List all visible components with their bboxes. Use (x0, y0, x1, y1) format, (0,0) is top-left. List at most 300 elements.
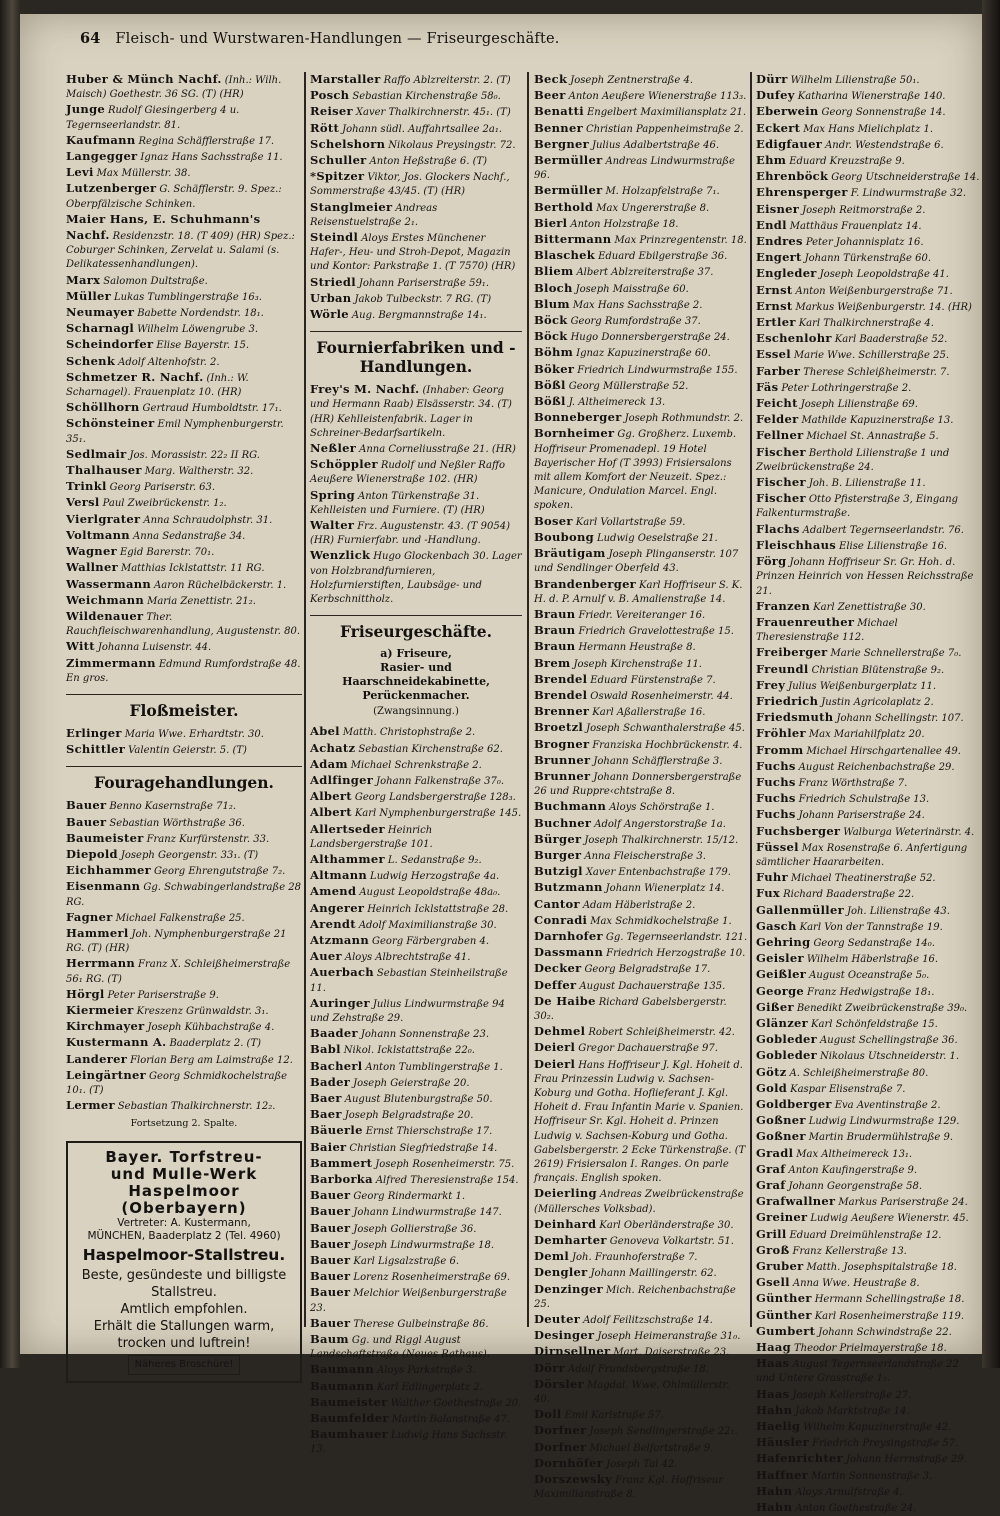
entry-details: Christian Blütenstraße 9₂. (811, 664, 945, 676)
directory-entry (310, 1411, 522, 1427)
entry-name: Blaschek (534, 248, 596, 263)
directory-entry (310, 917, 522, 933)
entry-details: Raffo Ablzreiterstr. 2. (T) (383, 75, 511, 86)
entry-details: Max Mariahilfplatz 20. (808, 729, 925, 741)
column-3 (534, 72, 748, 1502)
entry-details: Benno Kasernstraße 71₂. (109, 801, 237, 813)
entry-name: Versl (66, 495, 100, 510)
entry-name: Freiberger (756, 645, 828, 660)
entry-details: Walburga Weterinärstr. 4. (843, 826, 975, 838)
entry-details: Karl Edlingerplatz 2. (376, 1381, 483, 1393)
entry-details: Anna Wwe. Heustraße 8. (792, 1278, 920, 1290)
entry-details: Xaver Thalkirchnerstr. 45₁. (T) (355, 107, 511, 119)
directory-entry (310, 724, 522, 740)
entry-name: Atzmann (310, 932, 370, 947)
directory-entry (756, 185, 980, 201)
directory-entry (756, 984, 980, 1000)
entry-details: Nikolaus Utschneiderstr. 1. (820, 1051, 959, 1063)
entry-details: Albert Ablzreiterstraße 37. (576, 267, 714, 279)
entry-details: Engelbert Maximiliansplatz 21. (586, 107, 747, 119)
ad-line: Erhält die Stallungen warm, (93, 1319, 275, 1335)
entry-name: Greiner (756, 1210, 808, 1225)
entry-details: Friedrich Herzogstraße 10. (606, 948, 746, 960)
entry-name: Benatti (534, 104, 584, 119)
entry-details: Karl Von der Tannstraße 19. (799, 921, 943, 933)
entry-name: Altmann (310, 868, 368, 883)
subsection-heading: a) Friseure, (380, 647, 452, 661)
entry-details: Joseph Geierstraße 20. (353, 1077, 470, 1089)
entry-details: Maria Zenettistr. 21₂. (147, 595, 256, 607)
directory-entry (756, 315, 980, 331)
entry-details: Mich. Reichenbachstraße 25. (534, 1284, 736, 1310)
directory-entry (310, 441, 522, 457)
entry-details: Georg Belgradstraße 17. (584, 964, 711, 976)
entry-name: Deml (534, 1249, 570, 1264)
entry-details: Franz X. Schleißheimerstraße 56₁ RG. (T) (66, 959, 291, 985)
entry-name: Albert (310, 789, 352, 804)
entry-details: Sebastian Steinheilstraße 11. (310, 968, 508, 994)
entry-details: Karl Rosenheimerstraße 119. (814, 1310, 965, 1322)
entry-details: (Inh.: W. Scharnagel). Frauenplatz 10. (HR) (66, 372, 249, 399)
directory-entry (310, 1172, 522, 1188)
entry-name: Baier (310, 1139, 347, 1154)
directory-entry (756, 121, 980, 137)
entry-details: Julius Lindwurmstraße 94 und Zehstraße 29. (310, 998, 505, 1024)
directory-entry (756, 1000, 980, 1016)
directory-entry (534, 1361, 748, 1377)
directory-entry (534, 848, 748, 864)
directory-entry (310, 1362, 522, 1378)
directory-entry (310, 789, 522, 805)
entry-details: Franziska Hochbrückenstr. 4. (592, 739, 743, 751)
entry-details: Georg Landsbergerstraße 128₃. (354, 792, 516, 804)
entry-details: Ludwig Herzogstraße 4a. (370, 871, 500, 883)
entry-name: Allertseder (310, 821, 385, 836)
entry-details: Joseph Georgenstr. 33₁. (T) (120, 849, 259, 861)
directory-entry (66, 512, 302, 528)
directory-entry (756, 104, 980, 120)
entry-details: Joseph Sendlingerstraße 22₁. (589, 1426, 738, 1438)
entry-details: Martin Sonnenstraße 3. (811, 1470, 933, 1482)
entry-name: Gasch (756, 918, 797, 933)
directory-entry (756, 1259, 980, 1275)
entry-name: Feicht (756, 396, 798, 411)
directory-entry (66, 863, 302, 879)
directory-entry (534, 297, 748, 313)
entry-details: Rudolf und Neßler Raffo Aeußere Wienerstraße 102. (HR) (310, 460, 506, 486)
entry-details: Marie Schnellerstraße 7₀. (830, 648, 962, 660)
entry-details: Sebastian Kirchenstraße 62. (358, 743, 503, 755)
directory-entry (310, 88, 522, 104)
entry-name: Schönsteiner (66, 416, 155, 431)
entry-name: Lermer (66, 1098, 115, 1113)
entry-name: Bößl (534, 394, 566, 409)
directory-entry (66, 165, 302, 181)
entry-details: Frz. Augustenstr. 43. (T 9054) (HR) Furnierfabr. und -Handlung. (310, 521, 510, 547)
directory-entry (756, 615, 980, 645)
directory-entry (534, 1057, 748, 1187)
entry-name: Bräutigam (534, 546, 606, 561)
entry-details: Oswald Rosenheimerstr. 44. (590, 690, 733, 702)
entry-details: Paul Zweibrückenstr. 1₂. (102, 498, 227, 510)
directory-entry (310, 1285, 522, 1315)
directory-entry (756, 202, 980, 218)
entry-name: Zimmermann (66, 655, 156, 670)
entry-name: Bammert (310, 1155, 373, 1170)
entry-name: Dirnsellner (534, 1344, 611, 1359)
entry-name: Schenk (66, 353, 116, 368)
entry-details: Franz Kgl. Hoffriseur Maximilianstraße 8. (534, 1475, 724, 1501)
entry-name: Weichmann (66, 592, 145, 607)
subsection-heading: Rasier- und Haarschneidekabinette, Perückenmacher. (342, 661, 490, 703)
entry-name: Fischer (756, 491, 806, 506)
entry-details: Heinrich Icklstattstraße 28. (367, 903, 509, 915)
directory-entry (310, 169, 522, 199)
entry-details: Joseph Belgradstraße 20. (344, 1110, 474, 1122)
entry-name: Dassmann (534, 945, 604, 960)
entry-details: Georg Ehrengutstraße 7₂. (154, 866, 286, 878)
entry-name: Fuchs (756, 774, 796, 789)
entry-details: Matthäus Frauenplatz 14. (789, 220, 922, 232)
entry-name: Ehrensperger (756, 185, 848, 200)
directory-entry (310, 822, 522, 852)
entry-details: Joh. Nymphenburgerstraße 21 RG. (T) (HR) (66, 928, 287, 955)
directory-entry (756, 870, 980, 886)
entry-name: Baumann (310, 1378, 374, 1393)
directory-entry (310, 291, 522, 307)
directory-entry (534, 737, 748, 753)
entry-name: Levi (66, 165, 94, 180)
entry-name: Böhm (534, 345, 574, 360)
entry-name: Demharter (534, 1233, 607, 1248)
entry-name: Fäs (756, 379, 779, 394)
entry-name: Fleischhaus (756, 537, 837, 552)
directory-entry (66, 289, 302, 305)
entry-details: Melchior Weißenburgerstraße 23. (310, 1288, 507, 1314)
directory-entry (534, 88, 748, 104)
entry-name: Essel (756, 347, 791, 362)
directory-entry (310, 1075, 522, 1091)
entry-name: Günther (756, 1307, 812, 1322)
entry-name: Endl (756, 217, 787, 232)
entry-name: Arendt (310, 916, 356, 931)
directory-entry (66, 544, 302, 560)
entry-details: Joseph Rothmundstr. 2. (624, 413, 744, 425)
entry-name: Friedrich (756, 693, 819, 708)
entry-name: Braun (534, 639, 576, 654)
entry-details: Anton Tumblingerstraße 1. (365, 1061, 503, 1073)
entry-name: Eckert (756, 120, 801, 135)
entry-name: Spring (310, 487, 355, 502)
entry-name: Engert (756, 250, 802, 265)
entry-name: Kaufmann (66, 132, 136, 147)
entry-name: Auerbach (310, 965, 374, 980)
directory-entry (756, 1435, 980, 1451)
entry-details: Richard Gabelsbergerstr. 30₂. (534, 996, 727, 1022)
fodder-shop-list-continued (310, 72, 522, 323)
entry-name: Amend (310, 884, 357, 899)
directory-entry (310, 884, 522, 900)
directory-entry (756, 1451, 980, 1467)
directory-entry (310, 1026, 522, 1042)
entry-name: Fux (756, 886, 781, 901)
entry-name: Posch (310, 88, 350, 103)
entry-details: Therese Gulbeinstraße 86. (353, 1318, 489, 1330)
entry-name: Eisenmann (66, 879, 141, 894)
entry-details: Karl Oberländerstraße 30. (599, 1219, 734, 1231)
section-divider (310, 615, 522, 616)
directory-entry (66, 577, 302, 593)
ad-line: Bayer. Torfstreu- (105, 1148, 263, 1167)
entry-name: Hahn (756, 1402, 793, 1417)
entry-name: Scheindorfer (66, 337, 154, 352)
directory-entry (534, 313, 748, 329)
entry-details: Aloys Albrechtstraße 41. (344, 952, 471, 964)
directory-entry (756, 522, 980, 538)
entry-name: Kustermann A. (66, 1035, 167, 1050)
entry-name: Dörr (534, 1360, 565, 1375)
directory-entry (534, 994, 748, 1024)
directory-entry (66, 560, 302, 576)
entry-details: Peter Pariserstraße 9. (107, 989, 219, 1001)
entry-name: Doll (534, 1407, 562, 1422)
entry-name: Frauenreuther (756, 614, 855, 629)
entry-details: August Leopoldstraße 48a₀. (359, 887, 501, 899)
entry-name: Deierl (534, 1040, 576, 1055)
entry-details: Peter Lothringerstraße 2. (781, 382, 912, 394)
entry-details: Joh. Fraunhoferstraße 7. (572, 1252, 698, 1264)
entry-details: Xaver Entenbachstraße 179. (585, 867, 731, 879)
entry-details: Johann Herrnstraße 29. (846, 1454, 967, 1466)
directory-entry (534, 978, 748, 994)
directory-entry (534, 577, 748, 607)
entry-details: Michael Belfortstraße 9. (589, 1442, 714, 1454)
ad-line: Haspelmoor (Oberbayern) (121, 1182, 247, 1218)
entry-details: Berthold Lilienstraße 1 und Zweibrückenstraße 24. (756, 447, 950, 473)
entry-details: Heinrich Landsbergerstraße 101. (310, 824, 433, 850)
entry-details: Elise Bayerstr. 15. (156, 340, 250, 352)
directory-entry (756, 775, 980, 791)
entry-details: Georg Utschneiderstraße 14. (831, 172, 980, 184)
entry-details: Joseph Lindwurmstraße 18. (353, 1239, 495, 1251)
directory-entry (66, 463, 302, 479)
entry-details: Johann Pariserstraße 24. (798, 810, 925, 822)
entry-name: Neßler (310, 441, 357, 456)
entry-name: Striedl (310, 274, 356, 289)
entry-name: Felder (756, 412, 799, 427)
entry-details: Kaspar Elisenstraße 7. (790, 1083, 906, 1095)
entry-details: Babette Nordendstr. 18₁. (137, 308, 264, 320)
entry-name: Steindl (310, 230, 359, 245)
entry-details: Richard Baaderstraße 22. (783, 889, 915, 901)
entry-details: August Tegernseerlandstraße 22 und Untere Grasstraße 1₂. (756, 1359, 959, 1385)
entry-name: Schuller (310, 153, 367, 168)
entry-name: Desinger (534, 1328, 595, 1343)
entry-details: Friedrich Lindwurmstraße 155. (577, 364, 738, 376)
directory-entry (756, 1178, 980, 1194)
entry-name: Albert (310, 805, 352, 820)
entry-details: Hermann Schellingstraße 18. (814, 1294, 965, 1306)
entry-name: Ehm (756, 153, 787, 168)
entry-details: Georg Müllerstraße 52. (568, 380, 689, 392)
directory-entry (66, 1019, 302, 1035)
entry-details: Lukas Tumblingerstraße 16₃. (114, 291, 262, 303)
directory-entry (756, 299, 980, 315)
entry-details: Michael Hirschgartenallee 49. (806, 745, 961, 757)
directory-entry (534, 200, 748, 216)
directory-entry (534, 799, 748, 815)
entry-name: Brendel (534, 687, 588, 702)
directory-entry (310, 72, 522, 88)
directory-entry (756, 347, 980, 363)
entry-details: Georg Färbergraben 4. (372, 935, 490, 947)
entry-name: Ernst (756, 298, 793, 313)
page-number: 64 (80, 30, 101, 47)
guild-note: (Zwangsinnung.) (373, 706, 459, 718)
directory-entry (756, 491, 980, 521)
entry-name: Walter (310, 518, 355, 533)
entry-name: Schmetzer R. Nachf. (66, 369, 204, 384)
directory-entry (534, 913, 748, 929)
entry-details: Julius Weißenburgerplatz 11. (788, 680, 937, 692)
entry-details: Adolf Maximilianstraße 30. (358, 919, 497, 931)
entry-name: Häusler (756, 1435, 809, 1450)
entry-details: Johann südl. Auffahrtsallee 2a₁. (342, 123, 503, 135)
entry-details: Maria Wwe. Erhardtstr. 30. (124, 728, 264, 740)
directory-entry (534, 623, 748, 639)
directory-entry (534, 1440, 748, 1456)
entry-details: Hugo Glockenbach 30. Lager von Holzbrandfurnieren, Holzfurnierstiften, Laubsäge- und Kerbschnittholz. (310, 551, 522, 606)
entry-name: Bermüller (534, 153, 603, 168)
directory-entry (66, 593, 302, 609)
entry-details: Aloys Parkstraße 3. (376, 1365, 476, 1377)
entry-details: M. Holzapfelstraße 7₁. (605, 186, 720, 198)
directory-entry (534, 688, 748, 704)
directory-entry (756, 1162, 980, 1178)
directory-entry (756, 1308, 980, 1324)
entry-details: Emil Karlstraße 57. (564, 1410, 664, 1422)
directory-entry (534, 121, 748, 137)
entry-name: Geißler (756, 967, 807, 982)
directory-entry (66, 337, 302, 353)
directory-entry (534, 153, 748, 183)
entry-details: Joseph Kirchenstraße 11. (573, 658, 702, 670)
entry-details: Aaron Rüchelbäckerstr. 1. (154, 579, 287, 591)
directory-entry (534, 1265, 748, 1281)
entry-details: Joh. B. Lilienstraße 11. (808, 478, 926, 490)
entry-details: Ludwig Lindwurmstraße 129. (808, 1116, 960, 1128)
section-heading-fourage: Fouragehandlungen. (94, 773, 274, 793)
entry-name: Brogner (534, 736, 590, 751)
directory-entry (66, 321, 302, 337)
directory-entry (310, 104, 522, 120)
entry-name: Deierling (534, 1186, 597, 1201)
entry-details: Gg. Tegernseerlandstr. 121. (605, 931, 748, 943)
entry-name: Bäuerle (310, 1123, 363, 1138)
directory-entry (66, 1035, 302, 1051)
directory-entry (310, 757, 522, 773)
entry-name: Bauer (310, 1204, 351, 1219)
directory-entry (534, 1249, 748, 1265)
entry-name: Bürger (534, 831, 582, 846)
entry-name: Fuchs (756, 758, 796, 773)
column-rule (527, 72, 529, 1327)
entry-name: Gold (756, 1080, 788, 1095)
entry-details: Max Prinzregentenstr. 18. (614, 235, 747, 247)
directory-entry (310, 1316, 522, 1332)
entry-name: Angerer (310, 900, 365, 915)
directory-entry (66, 416, 302, 446)
directory-entry (66, 1098, 302, 1114)
raftsman-list (66, 726, 302, 758)
entry-details: Residenzstr. 18. (T 409) (HR) Spez.: Coburger Schinken, Zervelat u. Salami (s. Delikatessenhandlungen). (66, 231, 295, 271)
directory-entry (756, 1243, 980, 1259)
directory-entry (310, 548, 522, 607)
directory-entry (534, 362, 748, 378)
entry-name: Thalhauser (66, 463, 142, 478)
directory-entry (66, 149, 302, 165)
entry-details: Johann Türkenstraße 60. (804, 253, 932, 265)
entry-details: Johann Hoffriseur Sr. Gr. Hoh. d. Prinzen Heinrich von Hessen Reichsstraße 21. (756, 557, 974, 597)
directory-entry (534, 1377, 748, 1407)
directory-entry (756, 1356, 980, 1386)
directory-entry (756, 1129, 980, 1145)
entry-details: Georg Sedanstraße 14₀. (813, 937, 935, 949)
entry-name: Fellner (756, 428, 804, 443)
entry-name: Gruber (756, 1259, 804, 1274)
entry-name: Boser (534, 513, 573, 528)
entry-details: Benedikt Zweibrückenstraße 39₀. (796, 1002, 968, 1014)
entry-name: Barborka (310, 1171, 373, 1186)
entry-details: Gertraud Humboldtstr. 17₁. (142, 403, 282, 415)
entry-name: Graf (756, 1178, 786, 1193)
section-divider (66, 766, 302, 767)
entry-name: Cantor (534, 896, 580, 911)
entry-name: Bermüller (534, 183, 603, 198)
entry-name: Gsell (756, 1275, 790, 1290)
directory-entry (66, 72, 302, 102)
directory-entry (310, 1237, 522, 1253)
entry-name: Auer (310, 949, 342, 964)
ad-line: trocken und luftrein! (117, 1336, 251, 1352)
directory-entry (310, 901, 522, 917)
ad-line: Vertreter: A. Kustermann, (117, 1217, 251, 1230)
entry-name: Baer (310, 1090, 342, 1105)
entry-name: Bauer (310, 1220, 351, 1235)
entry-details: August Schellingstraße 36. (820, 1035, 958, 1047)
entry-details: Jos. Morassistr. 22₂ II RG. (129, 449, 260, 461)
column-rule (304, 72, 306, 1327)
directory-entry (66, 273, 302, 289)
entry-name: Friedsmuth (756, 710, 834, 725)
directory-entry (310, 965, 522, 995)
entry-details: Max Rosenstraße 6. Anfertigung sämtlicher Haararbeiten. (756, 842, 968, 868)
entry-name: Eberwein (756, 104, 819, 119)
entry-details: A. Schleißheimerstraße 80. (789, 1067, 929, 1079)
directory-entry (534, 1456, 748, 1472)
entry-name: Junge (66, 102, 106, 117)
entry-name: Günther (756, 1291, 812, 1306)
entry-details: Matth. Christophstraße 2. (342, 727, 476, 739)
directory-entry (534, 1312, 748, 1328)
directory-entry (756, 967, 980, 983)
entry-details: Sebastian Thalkirchnerstr. 12₂. (117, 1101, 276, 1113)
entry-name: Haag (756, 1340, 792, 1355)
directory-entry (310, 868, 522, 884)
directory-entry (310, 1107, 522, 1123)
entry-details: Adolf Altenhofstr. 2. (118, 356, 220, 368)
directory-entry (534, 426, 748, 513)
